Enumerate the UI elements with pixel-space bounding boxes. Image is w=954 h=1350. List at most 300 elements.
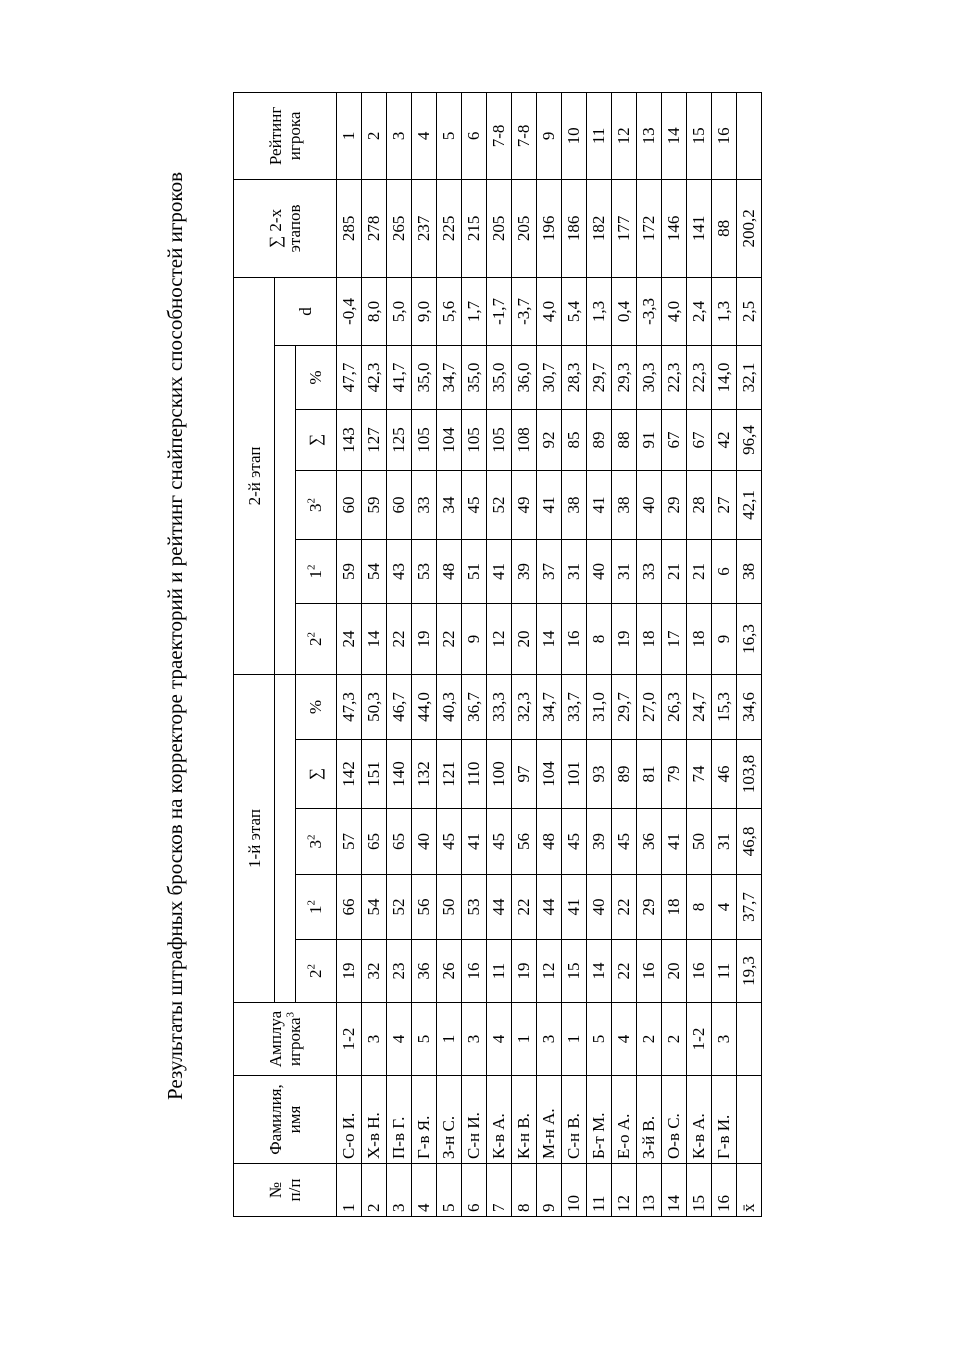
cell-stage2-zone3: 52 [487, 470, 512, 539]
cell-d: 0,4 [612, 277, 637, 345]
cell-stage1-zone1: 56 [412, 875, 437, 940]
cell-d: 5,4 [562, 277, 587, 345]
cell-number: 10 [562, 1164, 587, 1217]
cell-rating: 15 [687, 92, 712, 179]
cell-stage2-pct: 22,3 [662, 345, 687, 409]
cell-stage2-zone3: 49 [512, 470, 537, 539]
cell-stage1-zone2: 19 [337, 940, 362, 1003]
cell-total: 205 [512, 179, 537, 277]
cell-stage1-sum: 81 [637, 740, 662, 809]
cell-stage1-sum: 93 [587, 740, 612, 809]
cell-total: 278 [362, 179, 387, 277]
cell-stage2-zone3: 42,1 [737, 470, 762, 539]
cell-stage2-zone1: 21 [662, 539, 687, 603]
cell-stage2-pct: 42,3 [362, 345, 387, 409]
cell-stage1-sum: 142 [337, 740, 362, 809]
header-role-line2: игрока [285, 1017, 304, 1067]
cell-stage2-zone1: 31 [612, 539, 637, 603]
header-d-label: d [296, 307, 315, 316]
cell-role: 3 [537, 1003, 562, 1076]
table-row [462, 92, 487, 1216]
cell-stage1-sum: 101 [562, 740, 587, 809]
header-s2-zone3: $3^2$ [296, 470, 337, 539]
cell-stage2-zone3: 38 [562, 470, 587, 539]
cell-rating [737, 92, 762, 179]
cell-stage1-zone3: 46,8 [737, 809, 762, 875]
cell-stage1-pct: 36,7 [462, 674, 487, 739]
cell-number: 7 [487, 1164, 512, 1217]
cell-name: К-в А. [487, 1076, 512, 1164]
cell-number: 12 [612, 1164, 637, 1217]
header-number-line1: № [266, 1181, 285, 1199]
header-s2-sum: ∑ [296, 409, 337, 470]
header-rating-line2: игрока [285, 111, 304, 161]
cell-total: 200,2 [737, 179, 762, 277]
cell-stage1-zone1: 44 [537, 875, 562, 940]
cell-stage1-zone1: 22 [512, 875, 537, 940]
cell-rating: 4 [412, 92, 437, 179]
cell-stage2-sum: 105 [462, 409, 487, 470]
cell-stage1-zone3: 39 [587, 809, 612, 875]
header-name-line1: Фамилия, [266, 1084, 285, 1155]
cell-rating: 16 [712, 92, 737, 179]
cell-d: 1,7 [462, 277, 487, 345]
cell-number: 9 [537, 1164, 562, 1217]
cell-total: 172 [637, 179, 662, 277]
cell-stage2-zone3: 40 [637, 470, 662, 539]
cell-stage2-sum: 105 [412, 409, 437, 470]
cell-d: -0,4 [337, 277, 362, 345]
cell-role: 1-2 [337, 1003, 362, 1076]
cell-stage1-zone2: 22 [612, 940, 637, 1003]
cell-stage2-pct: 14,0 [712, 345, 737, 409]
cell-role: 5 [412, 1003, 437, 1076]
cell-stage2-sum: 143 [337, 409, 362, 470]
cell-stage2-sum: 104 [437, 409, 462, 470]
cell-total: 225 [437, 179, 462, 277]
cell-stage1-sum: 89 [612, 740, 637, 809]
cell-stage2-zone2: 22 [387, 603, 412, 674]
cell-stage1-pct: 46,7 [387, 674, 412, 739]
cell-d: 1,3 [587, 277, 612, 345]
table-row [712, 92, 737, 1216]
table-title: Результаты штрафных бросков на корректоре траекторий и рейтинг снайперских способностей игроков [163, 172, 187, 1100]
cell-total: 215 [462, 179, 487, 277]
cell-stage1-zone3: 45 [487, 809, 512, 875]
cell-stage1-pct: 31,0 [587, 674, 612, 739]
cell-role: 3 [712, 1003, 737, 1076]
cell-stage1-zone3: 45 [437, 809, 462, 875]
cell-name: М-н А. [537, 1076, 562, 1164]
cell-stage2-zone1: 40 [587, 539, 612, 603]
table-row [437, 92, 462, 1216]
cell-stage1-sum: 140 [387, 740, 412, 809]
cell-name: Х-в Н. [362, 1076, 387, 1164]
cell-stage2-zone2: 18 [637, 603, 662, 674]
cell-stage1-pct: 15,3 [712, 674, 737, 739]
cell-stage2-zone3: 27 [712, 470, 737, 539]
cell-stage2-zone1: 31 [562, 539, 587, 603]
header-stage2-label: 2-й этап [244, 446, 264, 506]
cell-d: 8,0 [362, 277, 387, 345]
cell-stage1-zone3: 45 [612, 809, 637, 875]
cell-stage2-sum: 42 [712, 409, 737, 470]
cell-stage2-sum: 127 [362, 409, 387, 470]
cell-number: 3 [387, 1164, 412, 1217]
cell-stage2-sum: 88 [612, 409, 637, 470]
cell-stage2-zone3: 33 [412, 470, 437, 539]
cell-name: Г-в И. [712, 1076, 737, 1164]
cell-stage1-zone2: 23 [387, 940, 412, 1003]
cell-stage1-zone1: 52 [387, 875, 412, 940]
header-name-line2: имя [285, 1105, 304, 1134]
header-d [275, 277, 337, 345]
cell-stage1-zone3: 36 [637, 809, 662, 875]
cell-name: С-н И. [462, 1076, 487, 1164]
cell-stage1-zone3: 65 [362, 809, 387, 875]
cell-name: С-н В. [562, 1076, 587, 1164]
cell-d: -3,3 [637, 277, 662, 345]
cell-number: 4 [412, 1164, 437, 1217]
cell-rating: 1 [337, 92, 362, 179]
cell-stage1-zone1: 8 [687, 875, 712, 940]
cell-stage2-zone1: 43 [387, 539, 412, 603]
cell-rating: 7-8 [512, 92, 537, 179]
results-table [233, 92, 762, 1217]
cell-stage2-zone1: 54 [362, 539, 387, 603]
cell-total: 237 [412, 179, 437, 277]
cell-number: 6 [462, 1164, 487, 1217]
cell-stage1-pct: 33,7 [562, 674, 587, 739]
cell-stage2-zone2: 18 [687, 603, 712, 674]
cell-d: 9,0 [412, 277, 437, 345]
cell-stage2-pct: 22,3 [687, 345, 712, 409]
header-sum-two [234, 179, 337, 277]
cell-stage1-zone1: 54 [362, 875, 387, 940]
cell-name: Г-в Я. [412, 1076, 437, 1164]
cell-number: 8 [512, 1164, 537, 1217]
cell-stage1-zone2: 32 [362, 940, 387, 1003]
cell-role: 2 [637, 1003, 662, 1076]
cell-stage2-pct: 29,7 [587, 345, 612, 409]
table-row [487, 92, 512, 1216]
cell-rating: 13 [637, 92, 662, 179]
cell-stage1-zone2: 16 [462, 940, 487, 1003]
cell-stage2-pct: 35,0 [462, 345, 487, 409]
cell-stage1-zone2: 20 [662, 940, 687, 1003]
cell-total: 265 [387, 179, 412, 277]
cell-stage1-pct: 34,7 [537, 674, 562, 739]
cell-stage2-pct: 41,7 [387, 345, 412, 409]
cell-stage1-zone2: 19 [512, 940, 537, 1003]
cell-name: З-н С. [437, 1076, 462, 1164]
cell-stage1-zone3: 65 [387, 809, 412, 875]
cell-stage1-zone3: 40 [412, 809, 437, 875]
cell-d: 5,6 [437, 277, 462, 345]
cell-stage1-pct: 40,3 [437, 674, 462, 739]
cell-stage2-zone1: 39 [512, 539, 537, 603]
cell-d: 2,4 [687, 277, 712, 345]
header-s1-zone2: $2^2$ [296, 940, 337, 1003]
cell-name: З-й В. [637, 1076, 662, 1164]
cell-number: 13 [637, 1164, 662, 1217]
cell-role: 4 [487, 1003, 512, 1076]
cell-stage2-pct: 32,1 [737, 345, 762, 409]
cell-stage1-zone1: 18 [662, 875, 687, 940]
cell-d: 4,0 [662, 277, 687, 345]
cell-number: 16 [712, 1164, 737, 1217]
cell-name: Б-т М. [587, 1076, 612, 1164]
cell-rating: 10 [562, 92, 587, 179]
table-row [362, 92, 387, 1216]
header-s2-pct: % [296, 345, 337, 409]
cell-number: x̄ [737, 1164, 762, 1217]
cell-stage1-zone2: 16 [637, 940, 662, 1003]
cell-total: 186 [562, 179, 587, 277]
cell-role: 5 [587, 1003, 612, 1076]
cell-stage1-zone3: 50 [687, 809, 712, 875]
cell-d: 4,0 [537, 277, 562, 345]
cell-stage2-zone2: 12 [487, 603, 512, 674]
cell-stage2-pct: 36,0 [512, 345, 537, 409]
cell-total: 146 [662, 179, 687, 277]
cell-role: 3 [462, 1003, 487, 1076]
cell-stage2-zone2: 8 [587, 603, 612, 674]
header-stage1-spacer [275, 674, 296, 1002]
cell-stage1-zone1: 40 [587, 875, 612, 940]
cell-stage2-zone2: 16,3 [737, 603, 762, 674]
table-row [637, 92, 662, 1216]
cell-stage1-zone2: 11 [487, 940, 512, 1003]
cell-stage2-pct: 34,7 [437, 345, 462, 409]
cell-stage2-zone1: 37 [537, 539, 562, 603]
cell-name: К-н В. [512, 1076, 537, 1164]
cell-stage1-zone3: 41 [462, 809, 487, 875]
cell-stage1-pct: 26,3 [662, 674, 687, 739]
cell-stage1-pct: 29,7 [612, 674, 637, 739]
cell-stage1-zone2: 11 [712, 940, 737, 1003]
cell-stage1-sum: 121 [437, 740, 462, 809]
cell-stage2-sum: 125 [387, 409, 412, 470]
cell-stage2-zone1: 48 [437, 539, 462, 603]
cell-stage1-zone1: 41 [562, 875, 587, 940]
header-name [234, 1076, 337, 1164]
cell-stage2-pct: 28,3 [562, 345, 587, 409]
cell-name: Е-о А. [612, 1076, 637, 1164]
cell-stage2-zone1: 6 [712, 539, 737, 603]
cell-stage2-sum: 67 [662, 409, 687, 470]
cell-number: 15 [687, 1164, 712, 1217]
table-row [512, 92, 537, 1216]
cell-stage1-zone1: 44 [487, 875, 512, 940]
table-row [562, 92, 587, 1216]
cell-number: 1 [337, 1164, 362, 1217]
cell-stage2-zone2: 9 [462, 603, 487, 674]
cell-d: 1,3 [712, 277, 737, 345]
header-sum-two-line2: этапов [285, 204, 304, 253]
cell-stage2-zone1: 33 [637, 539, 662, 603]
cell-stage2-pct: 35,0 [487, 345, 512, 409]
cell-stage2-zone2: 24 [337, 603, 362, 674]
cell-role: 2 [662, 1003, 687, 1076]
header-role [234, 1003, 337, 1076]
cell-stage2-sum: 89 [587, 409, 612, 470]
cell-stage2-zone1: 59 [337, 539, 362, 603]
cell-stage1-zone1: 4 [712, 875, 737, 940]
cell-stage2-sum: 91 [637, 409, 662, 470]
cell-stage1-zone1: 66 [337, 875, 362, 940]
cell-stage1-zone3: 48 [537, 809, 562, 875]
header-role-sup: 3 [284, 1011, 297, 1018]
header-s1-pct: % [296, 674, 337, 739]
cell-stage2-zone1: 53 [412, 539, 437, 603]
cell-stage2-sum: 67 [687, 409, 712, 470]
cell-number: 14 [662, 1164, 687, 1217]
cell-rating: 6 [462, 92, 487, 179]
header-number [234, 1164, 337, 1217]
cell-stage1-sum: 97 [512, 740, 537, 809]
cell-d: -1,7 [487, 277, 512, 345]
cell-stage2-zone3: 59 [362, 470, 387, 539]
mean-row [737, 92, 762, 1216]
cell-total: 196 [537, 179, 562, 277]
cell-stage2-pct: 30,7 [537, 345, 562, 409]
cell-name: К-в А. [687, 1076, 712, 1164]
cell-stage2-sum: 105 [487, 409, 512, 470]
cell-stage1-zone2: 36 [412, 940, 437, 1003]
cell-stage2-sum: 85 [562, 409, 587, 470]
cell-stage2-zone3: 34 [437, 470, 462, 539]
cell-stage2-zone3: 41 [537, 470, 562, 539]
header-rating [234, 92, 337, 179]
cell-stage1-sum: 46 [712, 740, 737, 809]
cell-stage2-zone3: 60 [337, 470, 362, 539]
cell-stage2-zone1: 38 [737, 539, 762, 603]
header-sum-two-line1: ∑ 2-х [266, 208, 285, 248]
cell-stage1-pct: 47,3 [337, 674, 362, 739]
cell-stage2-zone2: 16 [562, 603, 587, 674]
cell-total: 141 [687, 179, 712, 277]
cell-stage1-zone3: 45 [562, 809, 587, 875]
cell-stage2-pct: 35,0 [412, 345, 437, 409]
cell-stage2-pct: 30,3 [637, 345, 662, 409]
cell-stage1-pct: 44,0 [412, 674, 437, 739]
table-row [537, 92, 562, 1216]
cell-stage1-sum: 151 [362, 740, 387, 809]
cell-stage1-zone3: 41 [662, 809, 687, 875]
cell-stage1-sum: 103,8 [737, 740, 762, 809]
header-s1-zone3: $3^2$ [296, 809, 337, 875]
table-row [587, 92, 612, 1216]
cell-role: 4 [387, 1003, 412, 1076]
header-number-line2: п/п [285, 1178, 304, 1202]
cell-stage2-zone1: 41 [487, 539, 512, 603]
cell-stage2-zone1: 21 [687, 539, 712, 603]
table-row [412, 92, 437, 1216]
header-rating-line1: Рейтинг [266, 106, 285, 166]
cell-stage2-sum: 96,4 [737, 409, 762, 470]
cell-stage2-zone2: 22 [437, 603, 462, 674]
cell-stage2-zone2: 20 [512, 603, 537, 674]
cell-rating: 3 [387, 92, 412, 179]
cell-number: 2 [362, 1164, 387, 1217]
cell-stage2-zone3: 60 [387, 470, 412, 539]
cell-stage2-zone2: 19 [412, 603, 437, 674]
table-row [687, 92, 712, 1216]
cell-stage1-pct: 24,7 [687, 674, 712, 739]
cell-stage1-zone2: 15 [562, 940, 587, 1003]
cell-stage2-zone3: 41 [587, 470, 612, 539]
table-row [612, 92, 637, 1216]
cell-rating: 11 [587, 92, 612, 179]
cell-stage1-sum: 74 [687, 740, 712, 809]
cell-stage1-zone1: 53 [462, 875, 487, 940]
cell-role: 1 [437, 1003, 462, 1076]
header-stage1 [234, 674, 275, 1002]
cell-stage2-sum: 108 [512, 409, 537, 470]
cell-rating: 9 [537, 92, 562, 179]
cell-stage2-pct: 47,7 [337, 345, 362, 409]
cell-stage1-zone3: 31 [712, 809, 737, 875]
cell-name [737, 1076, 762, 1164]
cell-stage1-sum: 132 [412, 740, 437, 809]
cell-stage1-pct: 50,3 [362, 674, 387, 739]
cell-total: 205 [487, 179, 512, 277]
cell-stage1-pct: 34,6 [737, 674, 762, 739]
cell-stage2-zone2: 19 [612, 603, 637, 674]
header-s1-zone1: $1^2$ [296, 875, 337, 940]
cell-stage2-zone1: 51 [462, 539, 487, 603]
table-body [337, 92, 762, 1216]
cell-role: 1 [512, 1003, 537, 1076]
cell-stage1-pct: 27,0 [637, 674, 662, 739]
header-s2-zone1: $1^2$ [296, 539, 337, 603]
cell-stage1-zone1: 37,7 [737, 875, 762, 940]
cell-stage2-zone2: 14 [537, 603, 562, 674]
cell-stage1-sum: 79 [662, 740, 687, 809]
cell-stage1-zone1: 50 [437, 875, 462, 940]
cell-total: 177 [612, 179, 637, 277]
cell-stage2-zone3: 38 [612, 470, 637, 539]
cell-stage1-zone2: 26 [437, 940, 462, 1003]
table-row [387, 92, 412, 1216]
cell-stage2-zone3: 45 [462, 470, 487, 539]
cell-stage2-zone3: 28 [687, 470, 712, 539]
cell-name: О-в С. [662, 1076, 687, 1164]
cell-rating: 14 [662, 92, 687, 179]
cell-stage1-zone2: 12 [537, 940, 562, 1003]
cell-total: 182 [587, 179, 612, 277]
cell-d: 5,0 [387, 277, 412, 345]
cell-stage1-sum: 104 [537, 740, 562, 809]
cell-stage2-zone3: 29 [662, 470, 687, 539]
cell-stage1-zone3: 56 [512, 809, 537, 875]
cell-rating: 12 [612, 92, 637, 179]
header-s1-sum: ∑ [296, 740, 337, 809]
cell-name: С-о И. [337, 1076, 362, 1164]
table-row [662, 92, 687, 1216]
header-stage1-label: 1-й этап [244, 809, 264, 868]
cell-role: 3 [362, 1003, 387, 1076]
cell-stage1-zone2: 14 [587, 940, 612, 1003]
cell-total: 285 [337, 179, 362, 277]
cell-rating: 7-8 [487, 92, 512, 179]
cell-stage2-zone2: 17 [662, 603, 687, 674]
cell-d: 2,5 [737, 277, 762, 345]
cell-stage1-zone1: 29 [637, 875, 662, 940]
cell-stage1-sum: 100 [487, 740, 512, 809]
cell-stage2-pct: 29,3 [612, 345, 637, 409]
